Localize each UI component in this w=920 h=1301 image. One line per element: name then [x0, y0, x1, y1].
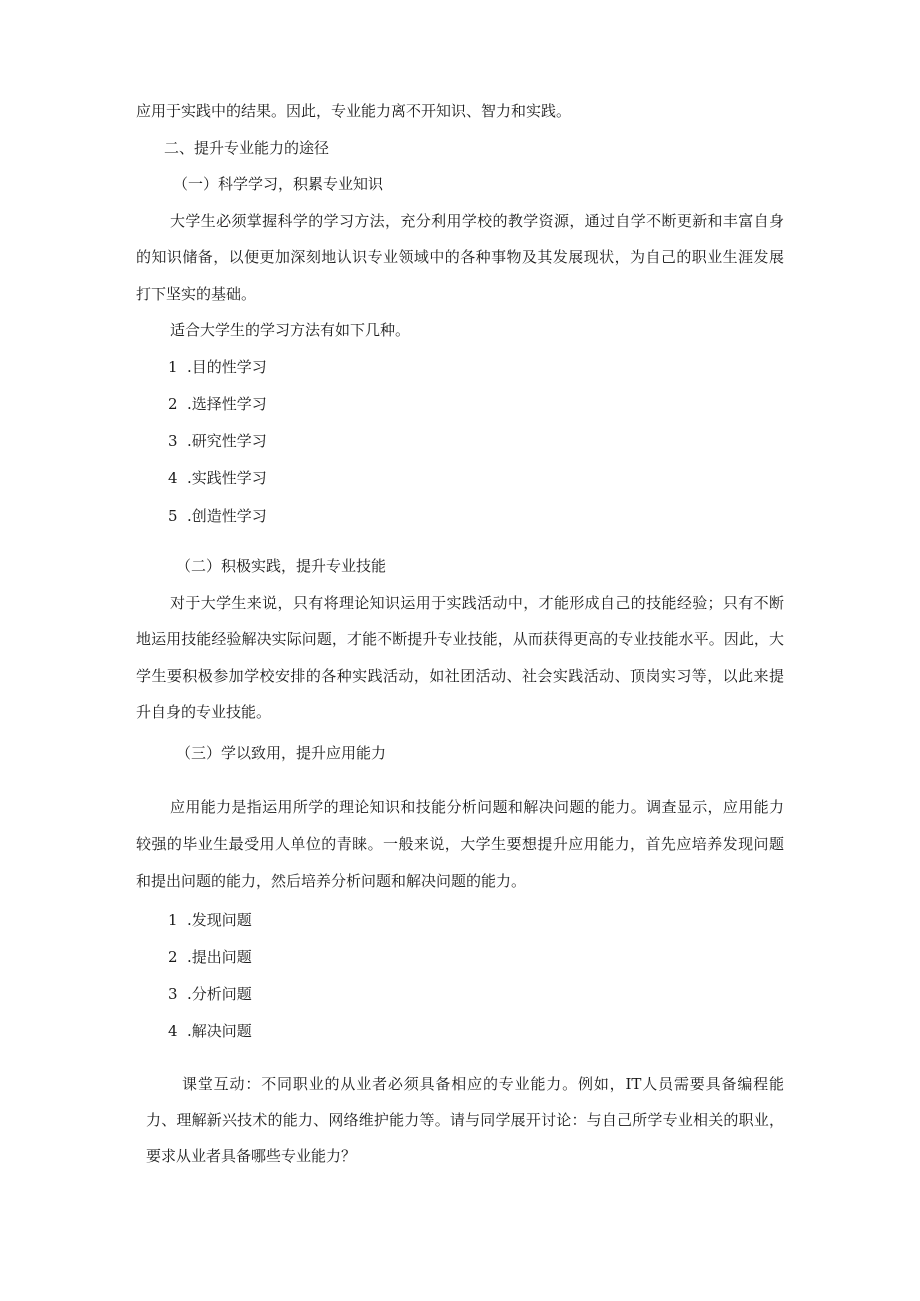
list-item	[168, 910, 252, 930]
list-item-number: 4	[168, 1022, 178, 1040]
list-item-text: .研究性学习	[187, 432, 267, 450]
list-item-number: 5	[168, 507, 178, 525]
subsection-heading: （二）积极实践，提升专业技能	[176, 557, 387, 575]
classroom-interaction-line: 力、理解新兴技术的能力、网络维护能力等。请与同学展开讨论：与自己所学专业相关的职业，	[146, 1111, 784, 1129]
intro-line: 应用于实践中的结果。因此，专业能力离不开知识、智力和实践。	[136, 102, 572, 120]
list-item	[168, 394, 267, 414]
list-item-text: .选择性学习	[187, 395, 267, 413]
classroom-interaction-line: 课堂互动：不同职业的从业者必须具备相应的专业能力。例如，IT人员需要具备编程能	[182, 1075, 784, 1093]
list-item	[168, 947, 252, 967]
paragraph-line: 较强的毕业生最受用人单位的青睐。一般来说，大学生要想提升应用能力，首先应培养发现问题	[136, 835, 784, 853]
subsection-heading: （三）学以致用，提升应用能力	[176, 744, 387, 762]
list-item-number: 2	[168, 948, 178, 966]
paragraph-line: 升自身的专业技能。	[136, 703, 272, 721]
list-item-text: .解决问题	[187, 1022, 252, 1040]
list-item-number: 1	[168, 358, 178, 376]
list-item-number: 3	[168, 432, 178, 450]
list-item-text: .创造性学习	[187, 507, 267, 525]
list-item	[168, 1021, 252, 1041]
list-item-text: .目的性学习	[187, 358, 267, 376]
subsection-heading: （一）科学学习，积累专业知识	[173, 175, 384, 193]
paragraph-line: 地运用技能经验解决实际问题，才能不断提升专业技能，从而获得更高的专业技能水平。因此，大	[136, 630, 784, 648]
list-item-text: .发现问题	[187, 911, 252, 929]
list-item	[168, 357, 267, 377]
section-heading: 二、提升专业能力的途径	[164, 139, 330, 157]
paragraph-line: 打下坚实的基础。	[136, 285, 257, 303]
list-item-number: 4	[168, 469, 178, 487]
list-item-text: .提出问题	[187, 948, 252, 966]
list-item-number: 3	[168, 985, 178, 1003]
classroom-interaction-line: 要求从业者具备哪些专业能力？	[146, 1147, 357, 1165]
list-lead: 适合大学生的学习方法有如下几种。	[170, 321, 411, 339]
list-item-number: 1	[168, 911, 178, 929]
list-item	[168, 431, 267, 451]
list-item-text: .实践性学习	[187, 469, 267, 487]
list-item-number: 2	[168, 395, 178, 413]
list-item-text: .分析问题	[187, 985, 252, 1003]
paragraph-line: 大学生必须掌握科学的学习方法，充分利用学校的教学资源，通过自学不断更新和丰富自身	[170, 212, 784, 230]
list-item	[168, 506, 267, 526]
paragraph-line: 对于大学生来说，只有将理论知识运用于实践活动中，才能形成自己的技能经验；只有不断	[170, 594, 784, 612]
paragraph-line: 应用能力是指运用所学的理论知识和技能分析问题和解决问题的能力。调查显示，应用能力	[170, 798, 784, 816]
paragraph-line: 学生要积极参加学校安排的各种实践活动，如社团活动、社会实践活动、顶岗实习等，以此来提	[136, 667, 784, 685]
list-item	[168, 984, 252, 1004]
paragraph-line: 和提出问题的能力，然后培养分析问题和解决问题的能力。	[136, 872, 527, 890]
paragraph-line: 的知识储备，以便更加深刻地认识专业领域中的各种事物及其发展现状，为自己的职业生涯发展	[136, 248, 784, 266]
list-item	[168, 468, 267, 488]
